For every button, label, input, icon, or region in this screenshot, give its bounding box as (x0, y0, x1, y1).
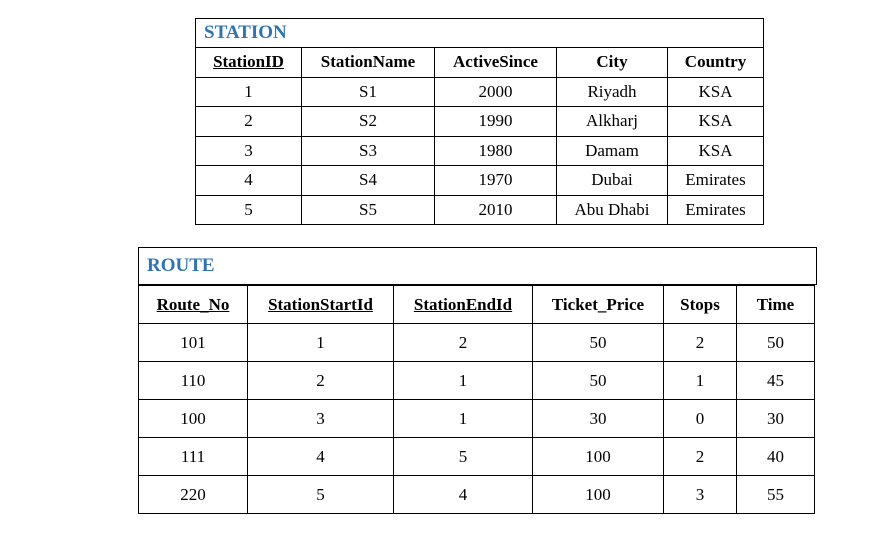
header-stops: Stops (664, 286, 737, 324)
table-cell: 1 (664, 362, 737, 400)
table-row (196, 195, 764, 225)
table-cell: 110 (139, 362, 248, 400)
table-cell: 101 (139, 324, 248, 362)
station-caption-row (196, 19, 764, 48)
table-cell: 100 (533, 476, 664, 514)
table-cell: 5 (248, 476, 394, 514)
table-cell: KSA (668, 136, 764, 166)
table-cell: 55 (737, 476, 815, 514)
header-station-id: StationID (196, 48, 302, 78)
table-row (196, 77, 764, 107)
table-cell: Emirates (668, 166, 764, 196)
header-active-since: ActiveSince (435, 48, 557, 78)
table-cell: Emirates (668, 195, 764, 225)
table-cell: 2 (664, 438, 737, 476)
table-cell: 4 (196, 166, 302, 196)
table-cell: 50 (737, 324, 815, 362)
station-header-row (196, 48, 764, 78)
table-cell: 45 (737, 362, 815, 400)
table-cell: S5 (302, 195, 435, 225)
header-station-name: StationName (302, 48, 435, 78)
header-route-no: Route_No (139, 286, 248, 324)
table-cell: S3 (302, 136, 435, 166)
table-cell: 1 (196, 77, 302, 107)
table-row (196, 166, 764, 196)
table-row (139, 324, 815, 362)
table-cell: KSA (668, 107, 764, 137)
station-table-title: STATION (196, 19, 764, 48)
table-cell: 2 (664, 324, 737, 362)
table-cell: Abu Dhabi (557, 195, 668, 225)
table-cell: Damam (557, 136, 668, 166)
table-cell: 30 (533, 400, 664, 438)
table-cell: 5 (394, 438, 533, 476)
header-station-start-id: StationStartId (248, 286, 394, 324)
route-table-title: ROUTE (138, 247, 817, 285)
table-cell: 30 (737, 400, 815, 438)
table-cell: Alkharj (557, 107, 668, 137)
table-cell: 1 (394, 362, 533, 400)
table-cell: 2 (196, 107, 302, 137)
table-cell: 3 (664, 476, 737, 514)
table-cell: 3 (248, 400, 394, 438)
header-country: Country (668, 48, 764, 78)
table-cell: 2 (248, 362, 394, 400)
table-row (139, 438, 815, 476)
table-row (139, 400, 815, 438)
table-row (139, 362, 815, 400)
table-cell: 220 (139, 476, 248, 514)
table-cell: 1 (394, 400, 533, 438)
table-cell: Riyadh (557, 77, 668, 107)
table-row (196, 107, 764, 137)
table-row (196, 136, 764, 166)
header-ticket-price: Ticket_Price (533, 286, 664, 324)
station-table (195, 18, 764, 225)
table-cell: S1 (302, 77, 435, 107)
table-cell: 50 (533, 324, 664, 362)
table-cell: 111 (139, 438, 248, 476)
table-cell: 1 (248, 324, 394, 362)
table-cell: 2 (394, 324, 533, 362)
table-row (139, 476, 815, 514)
table-cell: 5 (196, 195, 302, 225)
table-cell: S2 (302, 107, 435, 137)
table-cell: Dubai (557, 166, 668, 196)
header-time: Time (737, 286, 815, 324)
table-cell: 50 (533, 362, 664, 400)
table-cell: 1970 (435, 166, 557, 196)
table-cell: 100 (533, 438, 664, 476)
table-cell: 1990 (435, 107, 557, 137)
route-header-row (139, 286, 815, 324)
table-cell: S4 (302, 166, 435, 196)
table-cell: 4 (394, 476, 533, 514)
route-table (138, 285, 815, 514)
header-station-end-id: StationEndId (394, 286, 533, 324)
table-cell: 3 (196, 136, 302, 166)
header-city: City (557, 48, 668, 78)
table-cell: 2010 (435, 195, 557, 225)
table-cell: 40 (737, 438, 815, 476)
table-cell: 1980 (435, 136, 557, 166)
table-cell: 4 (248, 438, 394, 476)
table-cell: 100 (139, 400, 248, 438)
table-cell: 2000 (435, 77, 557, 107)
table-cell: KSA (668, 77, 764, 107)
table-cell: 0 (664, 400, 737, 438)
